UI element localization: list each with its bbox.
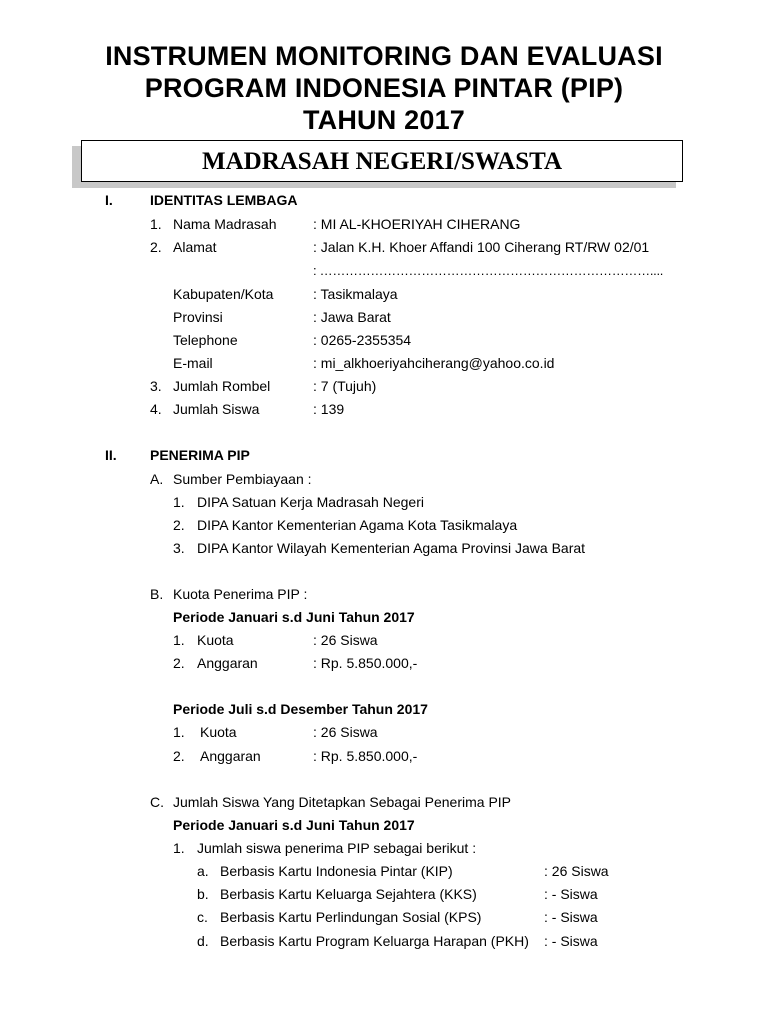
period-2-title: Periode Juli s.d Desember Tahun 2017 [173, 701, 428, 717]
recipient-subitem-text: Berbasis Kartu Keluarga Sejahtera (KKS) [220, 886, 477, 902]
period-1-title: Periode Januari s.d Juni Tahun 2017 [173, 817, 415, 833]
recipient-subitem-value: : - Siswa [544, 933, 598, 949]
identity-row-value: : Jawa Barat [313, 309, 391, 325]
quota-row-label: Kuota [200, 724, 237, 740]
recipient-subitem-value: : - Siswa [544, 886, 598, 902]
recipient-subitem-letter: b. [197, 886, 209, 902]
recipient-subitem-value: : 26 Siswa [544, 863, 609, 879]
section-2-number: II. [105, 447, 117, 463]
identity-row-value: : Jalan K.H. Khoer Affandi 100 Ciherang RT/RW 02/01 [313, 239, 650, 255]
identity-row-label: Alamat [173, 239, 217, 255]
identity-row-value: : MI AL-KHOERIYAH CIHERANG [313, 216, 521, 232]
subsection-a-letter: A. [150, 471, 164, 487]
identity-row-number: 3. [150, 378, 162, 394]
quota-row-value: : Rp. 5.850.000,- [313, 748, 418, 764]
identity-row-value: : Tasikmalaya [313, 286, 398, 302]
quota-row-label: Anggaran [200, 748, 261, 764]
subsection-c-title: Jumlah Siswa Yang Ditetapkan Sebagai Penerima PIP [173, 794, 512, 810]
funding-item-number: 1. [173, 494, 185, 510]
doc-title-line-3: TAHUN 2017 [302, 105, 466, 135]
funding-item-text: DIPA Kantor Kementerian Agama Kota Tasikmalaya [197, 517, 518, 533]
madrasah-title-box: MADRASAH NEGERI/SWASTA [81, 140, 683, 182]
quota-row-value: : 26 Siswa [313, 724, 378, 740]
quota-row-value: : 26 Siswa [313, 632, 378, 648]
recipient-subitem-letter: a. [197, 863, 209, 879]
identity-row-value: : mi_alkhoeriyahciherang@yahoo.co.id [313, 355, 555, 371]
quota-row-label: Anggaran [197, 655, 258, 671]
section-2-title: PENERIMA PIP [150, 447, 250, 463]
identity-row-number: 2. [150, 239, 162, 255]
identity-row-value: : 139 [313, 401, 345, 417]
subsection-c-letter: C. [150, 794, 164, 810]
funding-item-number: 2. [173, 517, 185, 533]
address-continuation-dots: : …………………………………………………………………….... [313, 263, 664, 278]
subsection-b-title: Kuota Penerima PIP : [173, 586, 308, 602]
identity-row-label: Jumlah Rombel [173, 378, 271, 394]
recipient-item-text: Jumlah siswa penerima PIP sebagai berikut : [197, 840, 477, 856]
identity-row-number: 4. [150, 401, 162, 417]
identity-row-value: : 0265-2355354 [313, 332, 412, 348]
section-1-title: IDENTITAS LEMBAGA [150, 192, 298, 208]
recipient-subitem-letter: d. [197, 933, 209, 949]
recipient-item-number: 1. [173, 840, 185, 856]
doc-title-line-1: INSTRUMEN MONITORING DAN EVALUASI [105, 41, 663, 71]
identity-row-label: Kabupaten/Kota [173, 286, 274, 302]
identity-row-label: Provinsi [173, 309, 223, 325]
identity-row-number: 1. [150, 216, 162, 232]
recipient-subitem-text: Berbasis Kartu Perlindungan Sosial (KPS) [220, 909, 482, 925]
subsection-a-title: Sumber Pembiayaan : [173, 471, 312, 487]
identity-row-label: E-mail [173, 355, 213, 371]
section-1-number: I. [105, 192, 113, 208]
recipient-subitem-value: : - Siswa [544, 909, 598, 925]
funding-item-text: DIPA Kantor Wilayah Kementerian Agama Provinsi Jawa Barat [197, 540, 586, 556]
funding-item-number: 3. [173, 540, 185, 556]
funding-item-text: DIPA Satuan Kerja Madrasah Negeri [197, 494, 424, 510]
quota-row-number: 1. [173, 724, 185, 740]
quota-row-label: Kuota [197, 632, 234, 648]
identity-row-label: Nama Madrasah [173, 216, 277, 232]
recipient-subitem-text: Berbasis Kartu Indonesia Pintar (KIP) [220, 863, 453, 879]
recipient-subitem-text: Berbasis Kartu Program Keluarga Harapan (PKH) [220, 933, 529, 949]
quota-row-number: 2. [173, 655, 185, 671]
subsection-b-letter: B. [150, 586, 164, 602]
quota-row-number: 2. [173, 748, 185, 764]
identity-row-label: Jumlah Siswa [173, 401, 260, 417]
recipient-subitem-letter: c. [197, 909, 208, 925]
period-1-title: Periode Januari s.d Juni Tahun 2017 [173, 609, 415, 625]
quota-row-number: 1. [173, 632, 185, 648]
doc-title-line-2: PROGRAM INDONESIA PINTAR (PIP) [144, 73, 624, 103]
identity-row-label: Telephone [173, 332, 238, 348]
quota-row-value: : Rp. 5.850.000,- [313, 655, 418, 671]
identity-row-value: : 7 (Tujuh) [313, 378, 377, 394]
